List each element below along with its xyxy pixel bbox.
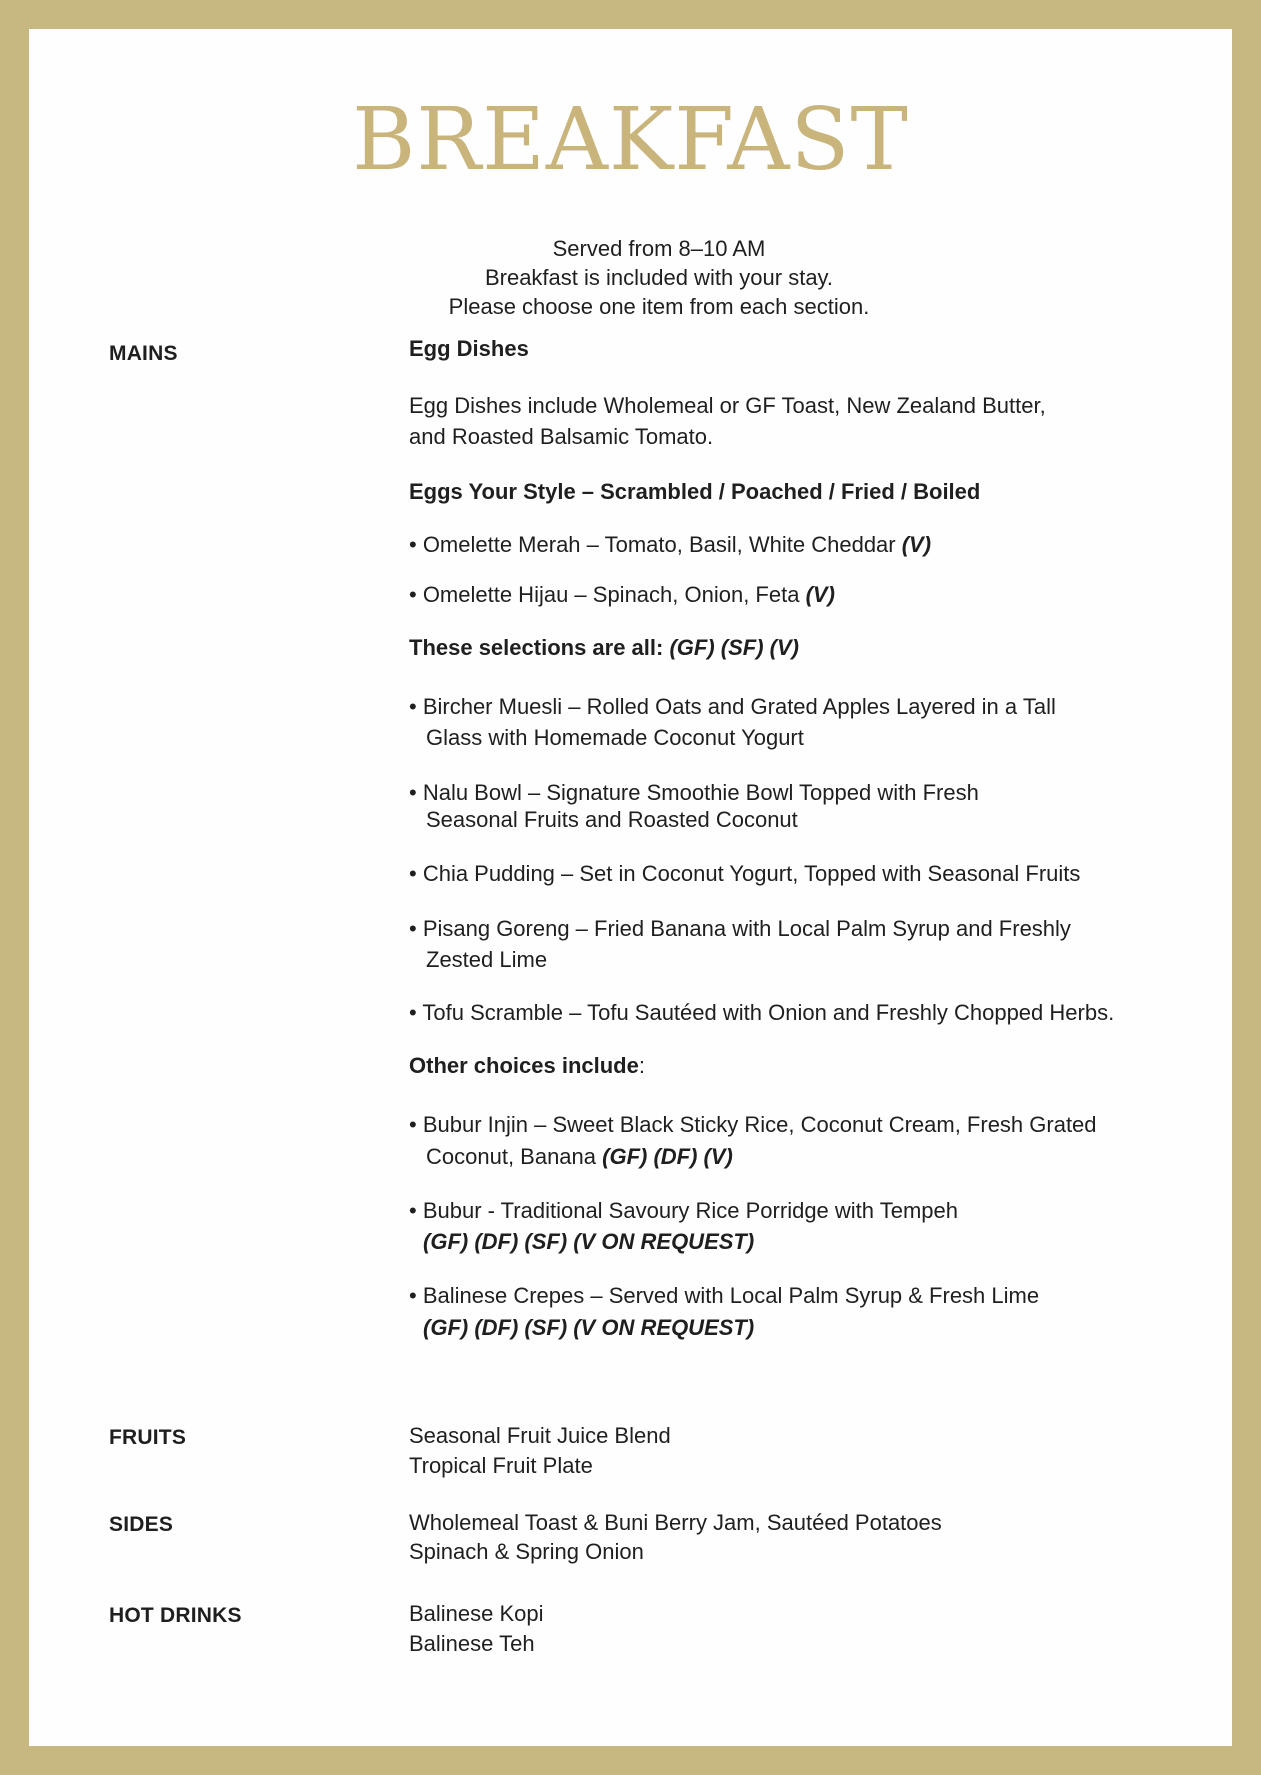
menu-item: • Nalu Bowl – Signature Smoothie Bowl Topped with Fresh — [409, 780, 979, 805]
egg-dishes-heading: Egg Dishes — [409, 336, 529, 361]
list-item: Tropical Fruit Plate — [409, 1453, 593, 1478]
menu-item-text: • Omelette Merah – Tomato, Basil, White Cheddar — [409, 532, 902, 557]
menu-page — [29, 29, 1232, 1746]
menu-item: • Pisang Goreng – Fried Banana with Local Palm Syrup and Freshly — [409, 916, 1071, 941]
dietary-tag: (GF) (SF) (V) — [669, 635, 799, 660]
menu-item: • Chia Pudding – Set in Coconut Yogurt, Topped with Seasonal Fruits — [409, 861, 1081, 886]
dietary-tag: (GF) (DF) (SF) (V ON REQUEST) — [423, 1315, 755, 1340]
menu-item-continued: Seasonal Fruits and Roasted Coconut — [426, 807, 798, 832]
intro-text — [409, 234, 909, 321]
intro-line: Please choose one item from each section. — [448, 294, 870, 319]
dietary-tag: (GF) (DF) (V) — [602, 1144, 733, 1169]
menu-item-continued: Glass with Homemade Coconut Yogurt — [426, 725, 804, 750]
selections-heading-text: These selections are all: — [409, 635, 670, 660]
eggs-your-style: Eggs Your Style – Scrambled / Poached / Fried / Boiled — [409, 479, 981, 504]
section-label-fruits: FRUITS — [109, 1426, 187, 1449]
section-label-hot-drinks: HOT DRINKS — [109, 1604, 242, 1627]
menu-item: • Balinese Crepes – Served with Local Palm Syrup & Fresh Lime — [409, 1283, 1040, 1308]
dietary-tag: (V) — [805, 582, 835, 607]
other-choices-text: Other choices include — [409, 1053, 639, 1078]
dietary-tag: (V) — [901, 532, 932, 557]
other-choices-heading — [409, 1053, 645, 1079]
colon: : — [638, 1053, 645, 1078]
section-label-mains: MAINS — [109, 342, 178, 365]
menu-item: • Tofu Scramble – Tofu Sautéed with Onion and Freshly Chopped Herbs. — [409, 1000, 1115, 1025]
menu-item: • Bubur - Traditional Savoury Rice Porridge with Tempeh — [409, 1198, 959, 1223]
list-item: Balinese Kopi — [409, 1601, 544, 1626]
list-item: Spinach & Spring Onion — [409, 1539, 644, 1564]
list-item: Seasonal Fruit Juice Blend — [409, 1423, 671, 1448]
egg-dishes-description: and Roasted Balsamic Tomato. — [409, 424, 714, 449]
menu-item: • Bircher Muesli – Rolled Oats and Grated Apples Layered in a Tall — [409, 694, 1056, 719]
menu-item-text: • Omelette Hijau – Spinach, Onion, Feta — [409, 582, 806, 607]
list-item: Wholemeal Toast & Buni Berry Jam, Sautéed Potatoes — [409, 1510, 942, 1535]
intro-line: Served from 8–10 AM — [552, 236, 766, 261]
page-title: BREAKFAST — [352, 90, 909, 190]
egg-dishes-description: Egg Dishes include Wholemeal or GF Toast, New Zealand Butter, — [409, 393, 1046, 418]
selections-heading — [409, 635, 799, 661]
list-item: Balinese Teh — [409, 1631, 535, 1656]
intro-line: Breakfast is included with your stay. — [484, 265, 834, 290]
menu-item-continued: Zested Lime — [426, 947, 548, 972]
menu-item — [409, 532, 931, 558]
menu-item-text: Coconut, Banana — [426, 1144, 603, 1169]
menu-item — [409, 582, 835, 608]
section-label-sides: SIDES — [109, 1513, 174, 1536]
dietary-tag: (GF) (DF) (SF) (V ON REQUEST) — [423, 1229, 755, 1254]
menu-item: • Bubur Injin – Sweet Black Sticky Rice, Coconut Cream, Fresh Grated — [409, 1112, 1097, 1137]
menu-item-continued — [409, 1144, 733, 1170]
